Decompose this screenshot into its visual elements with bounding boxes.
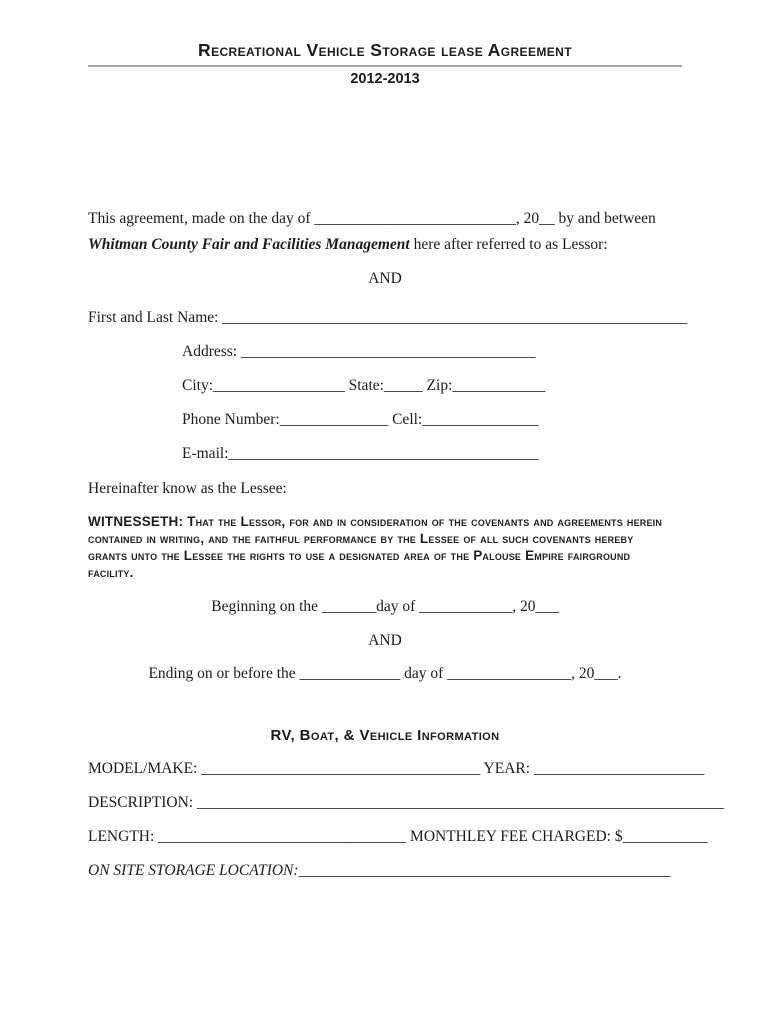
ending-date-line: Ending on or before the _____________ day of ________________, 20___. [148,665,622,682]
length-fee-line: LENGTH: ________________________________ MONTHLEY FEE CHARGED: $___________ [88,828,708,845]
email-field-line: E-mail:________________________________________ [182,445,539,462]
model-make-line: MODEL/MAKE: ____________________________________ YEAR: ______________________ [88,760,705,777]
agreement-date-line: This agreement, made on the day of __________________________, 20__ by and between [88,210,656,227]
description-line: DESCRIPTION: ____________________________________________________________________ [88,794,724,811]
intro-paragraph [88,206,682,258]
page-subtitle: 2012-2013 [350,71,420,87]
title-divider [88,65,682,67]
name-field-line: First and Last Name: ____________________________________________________________ [88,309,688,326]
and-separator-1: AND [368,270,402,287]
storage-location-line: ON SITE STORAGE LOCATION:________________________________________________ [88,862,671,879]
vehicle-info-heading: RV, Boat, & Vehicle Information [270,727,500,744]
phone-cell-line: Phone Number:______________ Cell:_______________ [182,411,539,428]
witnesseth-paragraph: WITNESSETH: That the Lessor, for and in consideration of the covenants and agreements herein contained in writing, and the faithful performance by the Lessee of all such covenants hereby grants unto the Lessee the rights to use a designated area of the Palouse Empire fairground facility. [88,514,663,580]
lessee-clause: Hereinafter know as the Lessee: [88,480,287,497]
and-separator-2: AND [368,632,402,649]
page-title: Recreational Vehicle Storage lease Agreement [198,40,572,60]
lessor-name: Whitman County Fair and Facilities Management [88,236,410,253]
document-header [88,40,682,88]
beginning-date-line: Beginning on the _______day of ____________, 20___ [211,598,559,615]
lessor-clause: here after referred to as Lessor: [409,236,608,253]
address-field-line: Address: ______________________________________ [182,343,536,360]
city-state-zip-line: City:_________________ State:_____ Zip:____________ [182,377,546,394]
